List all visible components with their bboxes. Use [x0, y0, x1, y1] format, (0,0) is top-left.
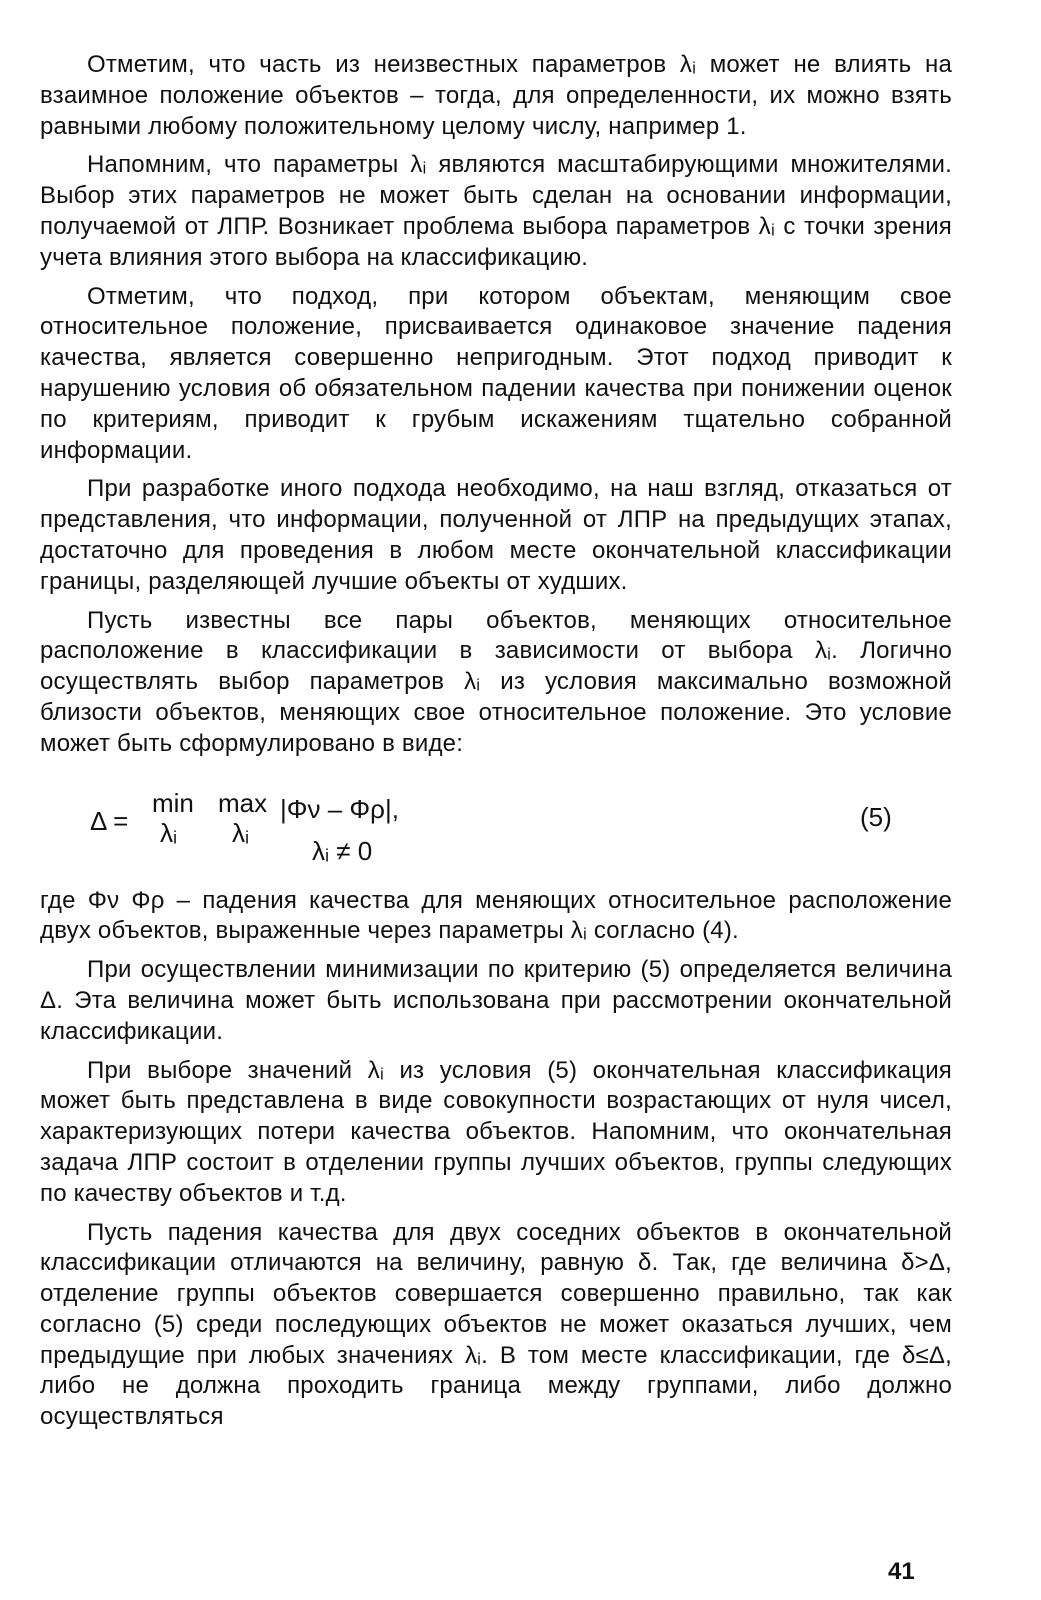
formula-body: |Φν – Φρ|,: [280, 793, 399, 824]
formula-lhs: Δ =: [90, 805, 129, 836]
page-body: [40, 50, 952, 1441]
paragraph-9: Пусть падения качества для двух соседних объектов в окончательной классификации отличаются на величину, равную δ. Так, где величина δ>Δ, отделение группы объектов совершается совершенно правильно, так как согласно (5) среди последующих объектов не может оказаться лучших, чем предыдущие при любых значениях λᵢ. В том месте классификации, где δ≤Δ, либо не должна проходить граница между группами, либо должно осуществляться: [40, 1218, 952, 1431]
formula-max-subscript: λᵢ: [232, 817, 250, 848]
formula-number: (5): [860, 801, 892, 832]
formula-max: max: [218, 787, 268, 818]
paragraph-5: Пусть известны все пары объектов, меняющих относительное расположение в классификации в зависимости от выбора λᵢ. Логично осуществлять выбор параметров λᵢ из условия максимально возможной близости объектов, меняющих свое относительное положение. Это условие может быть сформулировано в виде:: [40, 606, 952, 757]
paragraph-2: Напомним, что параметры λᵢ являются масштабирующими множителями. Выбор этих параметров не может быть сделан на основании информации, получаемой от ЛПР. Возникает проблема выбора параметров λᵢ с точки зрения учета влияния этого выбора на классификацию.: [40, 151, 952, 271]
formula-condition: λᵢ ≠ 0: [312, 835, 373, 866]
formula-min: min: [152, 787, 194, 818]
paragraph-3: Отметим, что подход, при котором объектам, меняющим свое относительное положение, присваивается одинаковое значение падения качества, является совершенно непригодным. Этот подход приводит к нарушению условия об обязательном падении качества при понижении оценок по критериям, приводит к грубым искажениям тщательно собранной информации.: [40, 282, 952, 464]
paragraph-6: где Φν Φρ – падения качества для меняющих относительное расположение двух объектов, выраженные через параметры λᵢ согласно (4).: [40, 886, 952, 945]
formula-5: [40, 768, 952, 878]
page-number: 41: [888, 1558, 915, 1585]
paragraph-8: При выборе значений λᵢ из условия (5) окончательная классификация может быть представлена в виде совокупности возрастающих от нуля чисел, характеризующих потери качества объектов. Напомним, что окончательная задача ЛПР состоит в отделении группы лучших объектов, группы следующих по качеству объектов и т.д.: [40, 1056, 952, 1207]
paragraph-4: При разработке иного подхода необходимо, на наш взгляд, отказаться от представления, что информации, полученной от ЛПР на предыдущих этапах, достаточно для проведения в любом месте окончательной классификации границы, разделяющей лучшие объекты от худших.: [40, 475, 952, 595]
paragraph-1: Отметим, что часть из неизвестных параметров λᵢ может не влиять на взаимное положение объектов – тогда, для определенности, их можно взять равными любому положительному целому числу, например 1.: [40, 51, 952, 140]
paragraph-7: При осуществлении минимизации по критерию (5) определяется величина Δ. Эта величина может быть использована при рассмотрении окончательной классификации.: [40, 956, 952, 1045]
formula-min-subscript: λᵢ: [160, 817, 178, 848]
